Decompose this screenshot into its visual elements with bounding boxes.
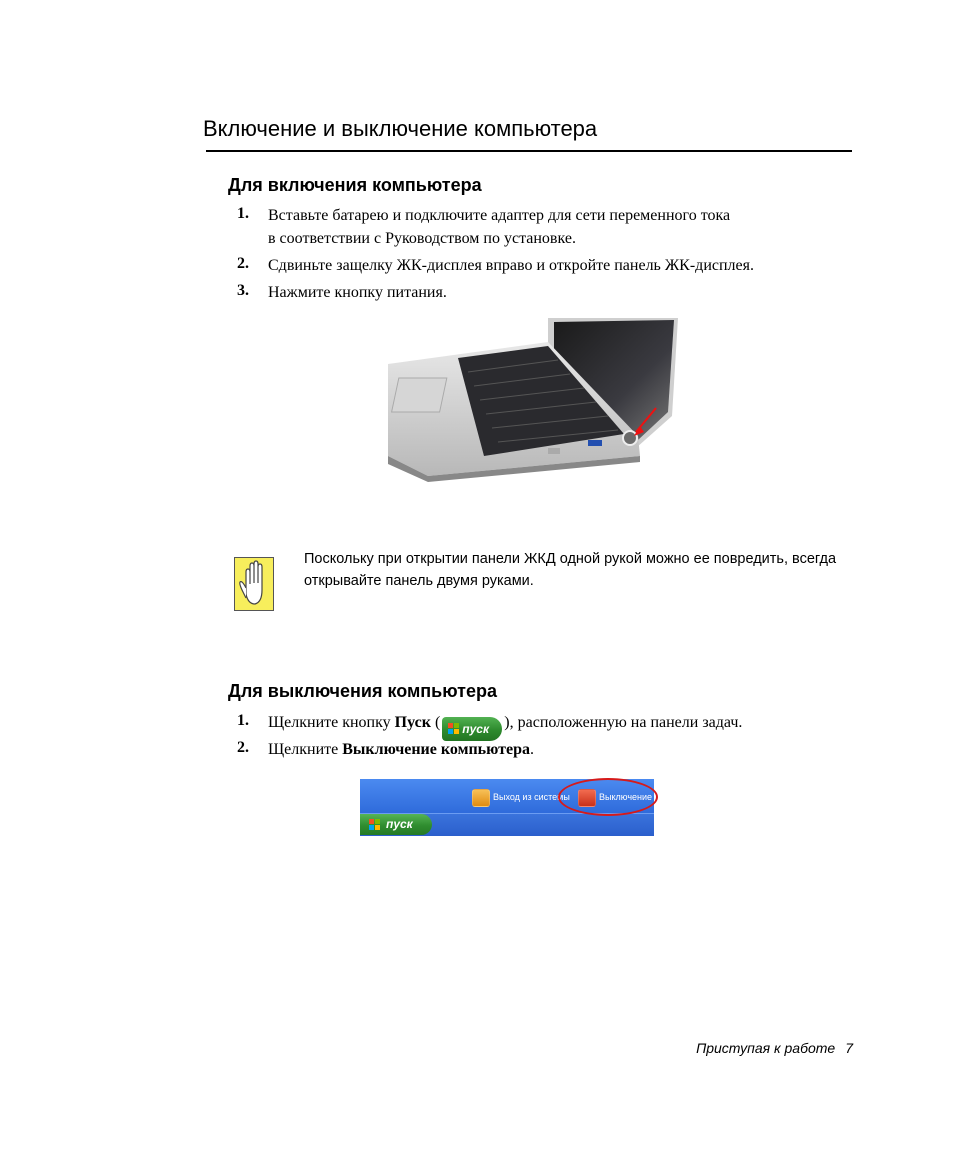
logoff-label: Выход из системы — [493, 792, 570, 802]
windows-logo-icon — [448, 723, 459, 734]
step-number: 3. — [237, 282, 249, 299]
footer-section: Приступая к работе — [696, 1040, 836, 1056]
start-label-bold: Пуск — [394, 714, 431, 731]
warning-note-text: Поскольку при открытии панели ЖКД одной рукой можно ее повредить, всегда открывайте панель двумя руками. — [304, 551, 837, 589]
laptop-illustration — [388, 316, 682, 482]
hand-icon — [235, 558, 273, 610]
step-text-part: . — [530, 741, 535, 758]
step-text-part: ( — [430, 714, 441, 731]
step-text — [268, 711, 742, 741]
step-number: 2. — [237, 255, 249, 272]
step-number: 1. — [237, 712, 249, 729]
shutdown-label-bold: Выключение компьютера — [342, 741, 531, 758]
start-button-label: пуск — [462, 722, 490, 736]
step-line: в соответствии с Руководством по установке. — [268, 230, 576, 247]
windows-logo-icon — [369, 819, 380, 830]
page-title: Включение и выключение компьютера — [203, 116, 598, 141]
step-text-part: Щелкните кнопку — [268, 714, 395, 731]
step-text-part: Щелкните — [268, 741, 343, 758]
power-off-heading: Для выключения компьютера — [228, 681, 497, 701]
step-number: 2. — [237, 739, 249, 756]
step-text-part: ), расположенную на панели задач. — [504, 714, 743, 731]
step-text: Сдвиньте защелку ЖК-дисплея вправо и откройте панель ЖК-дисплея. — [268, 257, 754, 274]
step-number: 1. — [237, 205, 249, 222]
logoff-button[interactable] — [472, 788, 570, 806]
start-button[interactable] — [360, 814, 432, 835]
power-on-heading: Для включения компьютера — [228, 175, 482, 195]
key-icon — [472, 789, 490, 807]
start-button-label: пуск — [386, 817, 413, 831]
page-footer — [640, 1040, 853, 1056]
stop-hand-icon — [234, 557, 274, 611]
step-text — [268, 738, 534, 761]
shutdown-highlight-circle — [558, 778, 658, 816]
shutdown-label: Выключение — [599, 792, 653, 802]
page-number: 7 — [845, 1040, 853, 1056]
step-line: Вставьте батарею и подключите адаптер для сети переменного тока — [268, 207, 731, 224]
step-text: Нажмите кнопку питания. — [268, 284, 447, 301]
step-text — [268, 204, 730, 250]
title-divider — [206, 150, 852, 152]
